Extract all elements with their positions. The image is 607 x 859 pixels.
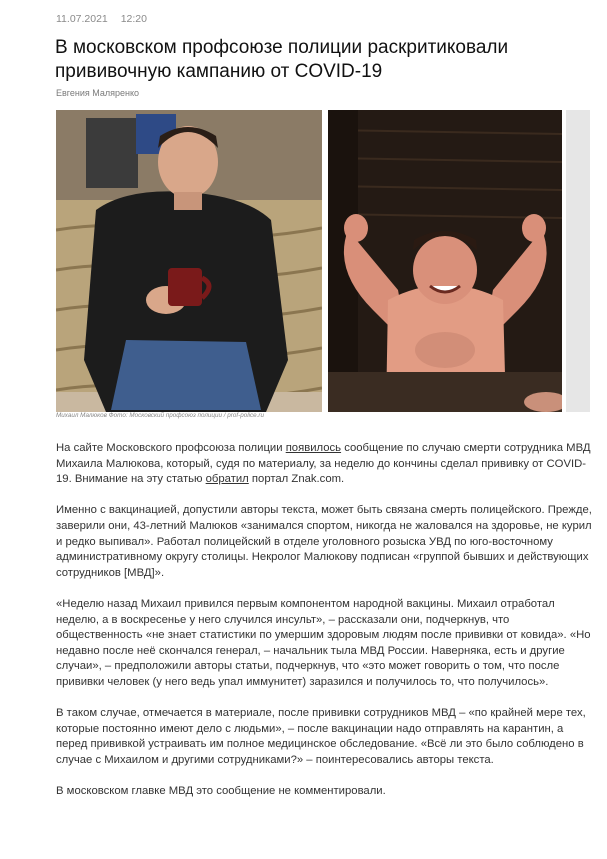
paragraph-3: «Неделю назад Михаил привился первым компонентом народной вакцины. Михаил отработал неделю, а в воскресенье у него случился инсульт», – рассказали они, подчеркнув, что общественность «не знает статистики по умершим здоровым людям после прививки от ковида». «Но недавно после неё скончался генерал, – начальник тыла МВД России. Наверняка, есть и другие случаи», – предположили авторы статьи, подчеркнув, что «это может говорить о том, что после прививки человек (у него ведь упал иммунитет) заразился и получилось то, что получилось». [56, 597, 591, 688]
photo-gallery[interactable] [56, 110, 590, 412]
paragraph-4: В таком случае, отмечается в материале, после прививки сотрудников МВД – «по крайней мере тех, которые постоянно имеют дело с людьми», – после вакцинации надо отправлять на карантин, а перед прививкой устраивать им полное медицинское обследование. «Всё ли это было соблюдено в случае с Михаилом и другими сотрудниками?» – поинтересовались авторы текста. [56, 707, 586, 766]
photo-man-with-mug[interactable] [56, 110, 322, 412]
paragraph-1-text-b: сообщение по случаю смерти сотрудника МВД Михаила Малюкова, который, судя по материалу, за неделю до кончины сделал прививку от COVID-19. Внимание на эту статью [56, 442, 591, 486]
source-link-noticed[interactable]: обратил [205, 473, 249, 486]
paragraph-1-text-a: На сайте Московского профсоюза полиции [56, 442, 286, 454]
publish-date: 11.07.2021 [56, 13, 108, 25]
photo-caption: Михаил Малюков Фото: Московский профсоюз полиции / prof-police.ru [56, 412, 265, 419]
paragraph-2: Именно с вакцинацией, допустили авторы текста, может быть связана смерть полицейского. Прежде, заверили они, 43-летний Малюков «занимался спортом, никогда не жаловался на здоровье, не курил и редко выпивал». Работал полицейский в отделе уголовного розыска УВД по юго-восточному административному округу столицы. Некролог Малюкову подписан «группой бывших и действующих сотрудников [МВД]». [56, 504, 592, 579]
photo-man-flexing[interactable] [328, 110, 562, 412]
paragraph-1-text-c: портал Znak.com. [248, 473, 345, 486]
article-body [56, 441, 596, 815]
publish-time: 12:20 [120, 13, 147, 25]
paragraph-1 [56, 441, 596, 488]
author-name: Евгения Маляренко [56, 88, 139, 98]
paragraph-5: В московском главке МВД это сообщение не комментировали. [56, 785, 386, 798]
photo-next-preview[interactable] [566, 110, 590, 412]
article-title: В московском профсоюзе полиции раскритиковали прививочную кампанию от COVID-19 [55, 37, 509, 82]
article-meta [56, 13, 147, 25]
source-link-appeared[interactable]: появилось [285, 442, 342, 454]
